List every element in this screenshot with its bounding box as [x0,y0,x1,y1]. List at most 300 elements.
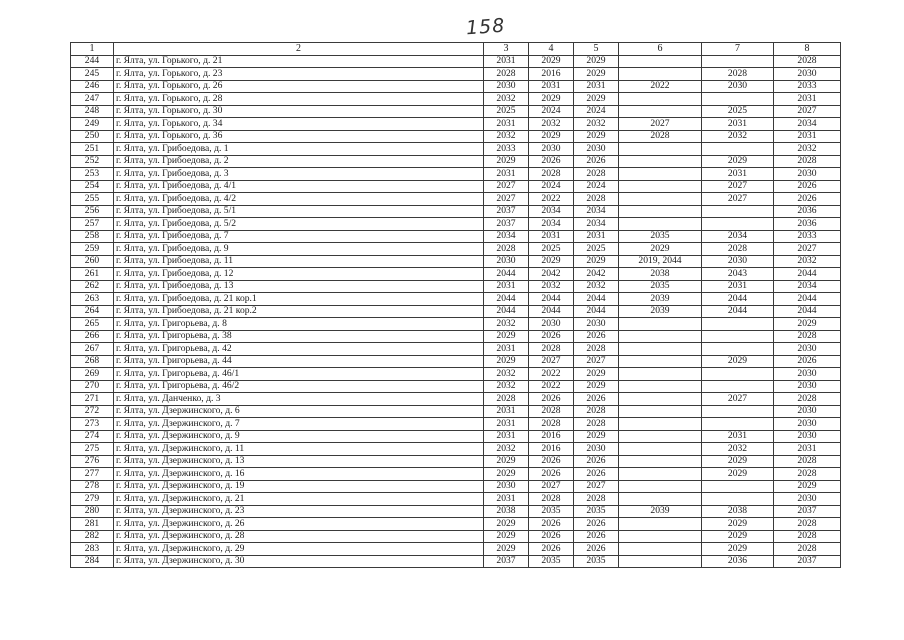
address-cell: г. Ялта, ул. Дзержинского, д. 26 [114,518,484,531]
row-number: 276 [71,455,114,468]
year-cell-6: 2035 [619,230,702,243]
row-number: 282 [71,530,114,543]
column-header-7: 7 [702,43,774,56]
table-row [71,230,841,243]
year-cell-8: 2028 [774,518,841,531]
table-row [71,280,841,293]
year-cell-5: 2029 [574,380,619,393]
year-cell-3: 2025 [484,105,529,118]
table-row [71,305,841,318]
year-cell-6 [619,555,702,568]
year-cell-3: 2032 [484,368,529,381]
year-cell-8: 2030 [774,343,841,356]
year-cell-4: 2028 [529,343,574,356]
header-row [71,43,841,56]
year-cell-6 [619,193,702,206]
year-cell-8: 2031 [774,130,841,143]
year-cell-6 [619,480,702,493]
row-number: 278 [71,480,114,493]
year-cell-3: 2030 [484,255,529,268]
table-row [71,268,841,281]
year-cell-7: 2031 [702,280,774,293]
address-cell: г. Ялта, ул. Григорьева, д. 38 [114,330,484,343]
year-cell-7: 2032 [702,443,774,456]
year-cell-7: 2025 [702,105,774,118]
year-cell-4: 2026 [529,518,574,531]
year-cell-5: 2026 [574,155,619,168]
year-cell-4: 2044 [529,293,574,306]
row-number: 256 [71,205,114,218]
year-cell-8: 2037 [774,505,841,518]
year-cell-7 [702,318,774,331]
year-cell-5: 2029 [574,130,619,143]
year-cell-8: 2032 [774,143,841,156]
year-cell-3: 2029 [484,155,529,168]
year-cell-5: 2031 [574,230,619,243]
year-cell-4: 2031 [529,80,574,93]
address-cell: г. Ялта, ул. Дзержинского, д. 21 [114,493,484,506]
year-cell-4: 2034 [529,205,574,218]
address-cell: г. Ялта, ул. Грибоедова, д. 12 [114,268,484,281]
year-cell-8: 2028 [774,530,841,543]
table-row [71,330,841,343]
address-cell: г. Ялта, ул. Дзержинского, д. 30 [114,555,484,568]
year-cell-8: 2034 [774,118,841,131]
year-cell-5: 2029 [574,68,619,81]
row-number: 260 [71,255,114,268]
year-cell-3: 2029 [484,543,529,556]
year-cell-7: 2030 [702,80,774,93]
year-cell-5: 2024 [574,105,619,118]
address-cell: г. Ялта, ул. Грибоедова, д. 9 [114,243,484,256]
year-cell-3: 2031 [484,280,529,293]
row-number: 277 [71,468,114,481]
year-cell-6: 2028 [619,130,702,143]
table-row [71,293,841,306]
year-cell-5: 2044 [574,293,619,306]
year-cell-4: 2016 [529,430,574,443]
row-number: 254 [71,180,114,193]
year-cell-8: 2030 [774,68,841,81]
register-table [70,42,841,568]
address-cell: г. Ялта, ул. Грибоедова, д. 21 кор.2 [114,305,484,318]
row-number: 284 [71,555,114,568]
year-cell-8: 2037 [774,555,841,568]
year-cell-8: 2031 [774,443,841,456]
address-cell: г. Ялта, ул. Грибоедова, д. 3 [114,168,484,181]
year-cell-8: 2044 [774,305,841,318]
table-body [71,55,841,568]
year-cell-6 [619,105,702,118]
year-cell-7: 2032 [702,130,774,143]
year-cell-3: 2029 [484,330,529,343]
table-row [71,505,841,518]
table-row [71,80,841,93]
year-cell-3: 2032 [484,318,529,331]
year-cell-6: 2019, 2044 [619,255,702,268]
year-cell-5: 2032 [574,118,619,131]
address-cell: г. Ялта, ул. Горького, д. 28 [114,93,484,106]
address-cell: г. Ялта, ул. Григорьева, д. 46/2 [114,380,484,393]
year-cell-6: 2038 [619,268,702,281]
address-cell: г. Ялта, ул. Грибоедова, д. 13 [114,280,484,293]
year-cell-7: 2029 [702,455,774,468]
table-row [71,168,841,181]
row-number: 268 [71,355,114,368]
year-cell-3: 2029 [484,518,529,531]
year-cell-4: 2024 [529,180,574,193]
year-cell-3: 2032 [484,380,529,393]
year-cell-5: 2026 [574,518,619,531]
year-cell-4: 2035 [529,505,574,518]
year-cell-4: 2029 [529,55,574,68]
year-cell-7 [702,418,774,431]
column-header-1: 1 [71,43,114,56]
year-cell-8: 2028 [774,468,841,481]
year-cell-5: 2029 [574,368,619,381]
year-cell-5: 2035 [574,505,619,518]
table-row [71,118,841,131]
table-row [71,105,841,118]
row-number: 244 [71,55,114,68]
year-cell-5: 2028 [574,168,619,181]
year-cell-6 [619,205,702,218]
year-cell-6: 2029 [619,243,702,256]
year-cell-7 [702,205,774,218]
year-cell-3: 2034 [484,230,529,243]
address-cell: г. Ялта, ул. Дзержинского, д. 11 [114,443,484,456]
year-cell-4: 2029 [529,93,574,106]
year-cell-6 [619,318,702,331]
row-number: 275 [71,443,114,456]
year-cell-8: 2030 [774,493,841,506]
year-cell-4: 2031 [529,230,574,243]
year-cell-4: 2044 [529,305,574,318]
address-cell: г. Ялта, ул. Грибоедова, д. 1 [114,143,484,156]
address-cell: г. Ялта, ул. Грибоедова, д. 7 [114,230,484,243]
row-number: 255 [71,193,114,206]
year-cell-3: 2028 [484,243,529,256]
address-cell: г. Ялта, ул. Горького, д. 23 [114,68,484,81]
year-cell-8: 2036 [774,205,841,218]
address-cell: г. Ялта, ул. Грибоедова, д. 5/2 [114,218,484,231]
year-cell-3: 2031 [484,118,529,131]
row-number: 258 [71,230,114,243]
year-cell-4: 2026 [529,155,574,168]
row-number: 283 [71,543,114,556]
year-cell-7 [702,405,774,418]
year-cell-7: 2044 [702,305,774,318]
row-number: 265 [71,318,114,331]
year-cell-6 [619,468,702,481]
table-row [71,180,841,193]
year-cell-3: 2027 [484,193,529,206]
year-cell-8: 2036 [774,218,841,231]
year-cell-3: 2037 [484,555,529,568]
row-number: 252 [71,155,114,168]
row-number: 259 [71,243,114,256]
column-header-4: 4 [529,43,574,56]
year-cell-6 [619,355,702,368]
address-cell: г. Ялта, ул. Грибоедова, д. 5/1 [114,205,484,218]
page-number: 158 [465,14,506,40]
year-cell-5: 2029 [574,55,619,68]
year-cell-7: 2029 [702,355,774,368]
table-row [71,480,841,493]
year-cell-5: 2028 [574,193,619,206]
year-cell-8: 2027 [774,243,841,256]
address-cell: г. Ялта, ул. Григорьева, д. 46/1 [114,368,484,381]
year-cell-5: 2042 [574,268,619,281]
year-cell-7 [702,493,774,506]
year-cell-5: 2034 [574,205,619,218]
address-cell: г. Ялта, ул. Грибоедова, д. 4/2 [114,193,484,206]
year-cell-3: 2031 [484,343,529,356]
year-cell-6: 2027 [619,118,702,131]
year-cell-3: 2031 [484,168,529,181]
year-cell-4: 2026 [529,543,574,556]
table-row [71,68,841,81]
year-cell-5: 2026 [574,393,619,406]
year-cell-5: 2026 [574,543,619,556]
year-cell-8: 2029 [774,318,841,331]
year-cell-5: 2028 [574,405,619,418]
year-cell-7: 2034 [702,230,774,243]
year-cell-4: 2016 [529,68,574,81]
year-cell-7: 2031 [702,168,774,181]
year-cell-5: 2027 [574,355,619,368]
year-cell-3: 2031 [484,493,529,506]
year-cell-6 [619,455,702,468]
year-cell-5: 2026 [574,455,619,468]
year-cell-7: 2029 [702,155,774,168]
year-cell-5: 2026 [574,330,619,343]
year-cell-5: 2027 [574,480,619,493]
year-cell-7 [702,218,774,231]
year-cell-3: 2031 [484,55,529,68]
year-cell-8: 2033 [774,230,841,243]
row-number: 267 [71,343,114,356]
year-cell-7: 2044 [702,293,774,306]
year-cell-5: 2044 [574,305,619,318]
table-row [71,355,841,368]
year-cell-5: 2025 [574,243,619,256]
row-number: 269 [71,368,114,381]
year-cell-7: 2028 [702,243,774,256]
address-cell: г. Ялта, ул. Грибоедова, д. 11 [114,255,484,268]
row-number: 266 [71,330,114,343]
year-cell-7 [702,380,774,393]
table-row [71,255,841,268]
year-cell-6 [619,168,702,181]
row-number: 253 [71,168,114,181]
year-cell-4: 2026 [529,455,574,468]
year-cell-7: 2029 [702,530,774,543]
table-row [71,418,841,431]
year-cell-6: 2022 [619,80,702,93]
table-row [71,368,841,381]
year-cell-4: 2024 [529,105,574,118]
table-row [71,193,841,206]
year-cell-3: 2032 [484,443,529,456]
row-number: 245 [71,68,114,81]
year-cell-7: 2029 [702,468,774,481]
year-cell-3: 2030 [484,480,529,493]
table-row [71,393,841,406]
year-cell-3: 2027 [484,180,529,193]
year-cell-3: 2032 [484,130,529,143]
column-header-2: 2 [114,43,484,56]
year-cell-4: 2016 [529,443,574,456]
year-cell-7 [702,93,774,106]
table-row [71,93,841,106]
row-number: 274 [71,430,114,443]
year-cell-5: 2029 [574,430,619,443]
year-cell-6 [619,380,702,393]
address-cell: г. Ялта, ул. Горького, д. 36 [114,130,484,143]
year-cell-7: 2029 [702,518,774,531]
year-cell-3: 2028 [484,68,529,81]
row-number: 246 [71,80,114,93]
table-row [71,443,841,456]
year-cell-6: 2039 [619,505,702,518]
table-row [71,130,841,143]
year-cell-6 [619,180,702,193]
row-number: 261 [71,268,114,281]
row-number: 249 [71,118,114,131]
address-cell: г. Ялта, ул. Григорьева, д. 8 [114,318,484,331]
year-cell-4: 2035 [529,555,574,568]
address-cell: г. Ялта, ул. Дзержинского, д. 28 [114,530,484,543]
row-number: 248 [71,105,114,118]
year-cell-8: 2027 [774,105,841,118]
year-cell-4: 2022 [529,380,574,393]
table-row [71,493,841,506]
year-cell-4: 2025 [529,243,574,256]
year-cell-5: 2024 [574,180,619,193]
year-cell-7: 2031 [702,118,774,131]
year-cell-6 [619,155,702,168]
column-header-5: 5 [574,43,619,56]
year-cell-3: 2031 [484,418,529,431]
year-cell-5: 2032 [574,280,619,293]
year-cell-4: 2026 [529,393,574,406]
column-header-6: 6 [619,43,702,56]
row-number: 279 [71,493,114,506]
address-cell: г. Ялта, ул. Горького, д. 26 [114,80,484,93]
year-cell-5: 2030 [574,318,619,331]
year-cell-7 [702,143,774,156]
year-cell-7 [702,343,774,356]
address-cell: г. Ялта, ул. Грибоедова, д. 21 кор.1 [114,293,484,306]
year-cell-4: 2028 [529,493,574,506]
year-cell-3: 2031 [484,430,529,443]
table-row [71,555,841,568]
address-cell: г. Ялта, ул. Дзержинского, д. 7 [114,418,484,431]
year-cell-7: 2030 [702,255,774,268]
year-cell-4: 2026 [529,468,574,481]
row-number: 257 [71,218,114,231]
year-cell-3: 2028 [484,393,529,406]
year-cell-8: 2030 [774,368,841,381]
year-cell-6 [619,430,702,443]
row-number: 270 [71,380,114,393]
year-cell-6 [619,443,702,456]
address-cell: г. Ялта, ул. Горького, д. 30 [114,105,484,118]
year-cell-8: 2031 [774,93,841,106]
year-cell-4: 2034 [529,218,574,231]
year-cell-6 [619,418,702,431]
year-cell-4: 2026 [529,330,574,343]
year-cell-4: 2022 [529,193,574,206]
year-cell-6 [619,343,702,356]
address-cell: г. Ялта, ул. Дзержинского, д. 29 [114,543,484,556]
row-number: 250 [71,130,114,143]
year-cell-6: 2039 [619,293,702,306]
year-cell-6 [619,405,702,418]
table-row [71,318,841,331]
table-row [71,143,841,156]
year-cell-8: 2030 [774,405,841,418]
row-number: 272 [71,405,114,418]
year-cell-7: 2027 [702,393,774,406]
year-cell-8: 2032 [774,255,841,268]
year-cell-4: 2026 [529,530,574,543]
year-cell-4: 2027 [529,355,574,368]
year-cell-3: 2037 [484,218,529,231]
address-cell: г. Ялта, ул. Грибоедова, д. 4/1 [114,180,484,193]
year-cell-4: 2030 [529,143,574,156]
address-cell: г. Ялта, ул. Грибоедова, д. 2 [114,155,484,168]
year-cell-4: 2030 [529,318,574,331]
year-cell-8: 2026 [774,193,841,206]
address-cell: г. Ялта, ул. Дзержинского, д. 6 [114,405,484,418]
year-cell-4: 2028 [529,405,574,418]
table-row [71,455,841,468]
column-header-8: 8 [774,43,841,56]
year-cell-4: 2028 [529,168,574,181]
year-cell-5: 2026 [574,468,619,481]
year-cell-3: 2032 [484,93,529,106]
address-cell: г. Ялта, ул. Данченко, д. 3 [114,393,484,406]
year-cell-5: 2035 [574,555,619,568]
year-cell-5: 2034 [574,218,619,231]
year-cell-3: 2029 [484,455,529,468]
table-row [71,543,841,556]
year-cell-5: 2028 [574,493,619,506]
year-cell-5: 2029 [574,93,619,106]
year-cell-5: 2031 [574,80,619,93]
year-cell-8: 2028 [774,543,841,556]
year-cell-4: 2022 [529,368,574,381]
year-cell-6 [619,68,702,81]
row-number: 247 [71,93,114,106]
year-cell-3: 2029 [484,355,529,368]
address-cell: г. Ялта, ул. Дзержинского, д. 9 [114,430,484,443]
table-row [71,343,841,356]
year-cell-7 [702,330,774,343]
table-row [71,55,841,68]
year-cell-7: 2038 [702,505,774,518]
year-cell-7: 2029 [702,543,774,556]
address-cell: г. Ялта, ул. Григорьева, д. 44 [114,355,484,368]
year-cell-8: 2044 [774,293,841,306]
address-cell: г. Ялта, ул. Дзержинского, д. 19 [114,480,484,493]
year-cell-3: 2033 [484,143,529,156]
year-cell-7 [702,480,774,493]
year-cell-4: 2042 [529,268,574,281]
year-cell-8: 2033 [774,80,841,93]
